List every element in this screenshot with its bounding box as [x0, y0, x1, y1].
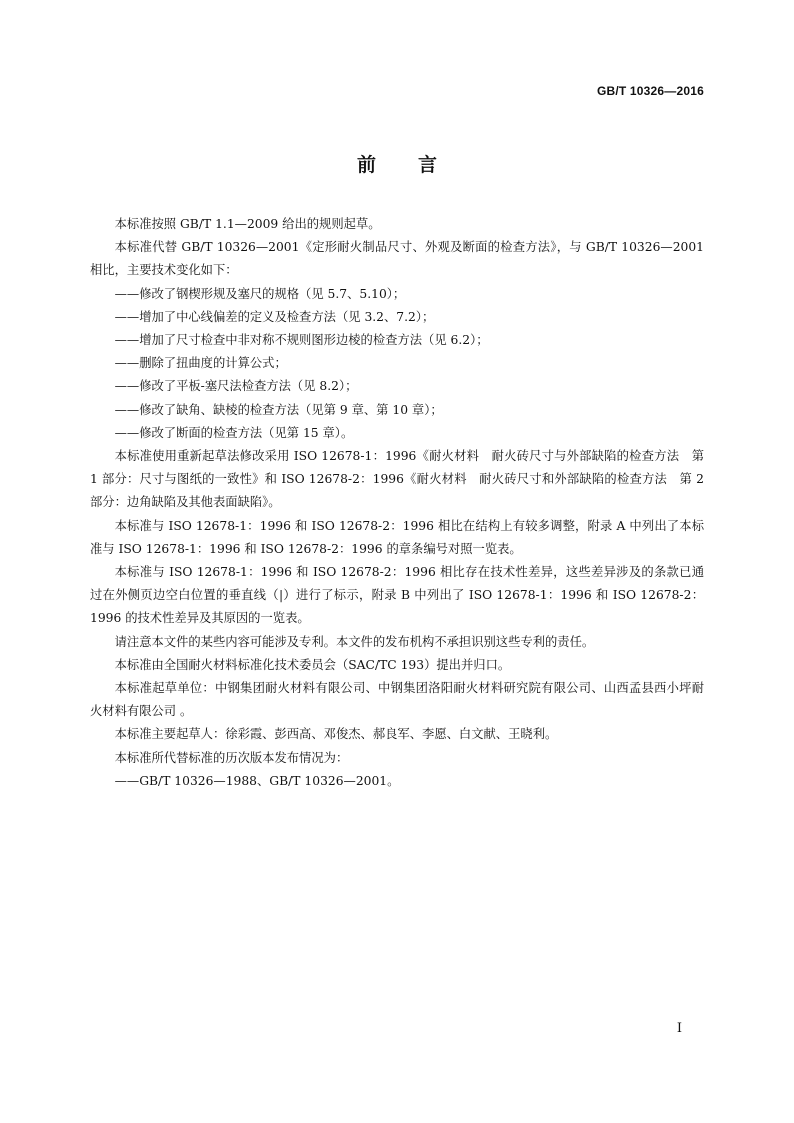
paragraph: 本标准与 ISO 12678-1：1996 和 ISO 12678-2：1996 相比在结构上有较多调整，附录 A 中列出了本标准与 ISO 12678-1：1996 和 ISO 12678-2：1996 的章条编号对照一览表。 [90, 518, 704, 556]
paragraph: 本标准使用重新起草法修改采用 ISO 12678-1：1996《耐火材料 耐火砖尺寸与外部缺陷的检查方法 第 1 部分：尺寸与图纸的一致性》和 ISO 12678-2：1996《耐火材料 耐火砖尺寸和外部缺陷的检查方法 第 2 部分：边角缺陷及其他表面缺陷》。 [90, 449, 704, 510]
list-item: ——修改了平板-塞尺法检查方法（见 8.2）； [114, 379, 358, 394]
list-item: ——修改了断面的检查方法（见第 15 章）。 [114, 425, 354, 440]
paragraph: 本标准与 ISO 12678-1：1996 和 ISO 12678-2：1996 相比存在技术性差异，这些差异涉及的条款已通过在外侧页边空白位置的垂直线（|）进行了标示，附录 B 中列出了 ISO 12678-1：1996 和 ISO 12678-2：1996 的技术性差异及其原因的一览表。 [90, 565, 704, 626]
list-item: ——修改了缺角、缺棱的检查方法（见第 9 章、第 10 章）； [114, 402, 443, 417]
paragraph: 本标准起草单位：中钢集团耐火材料有限公司、中钢集团洛阳耐火材料研究院有限公司、山西孟县西小坪耐火材料有限公司 。 [90, 681, 704, 719]
paragraph: 本标准按照 GB/T 1.1—2009 给出的规则起草。 [114, 217, 381, 231]
paragraph: 本标准由全国耐火材料标准化技术委员会（SAC/TC 193）提出并归口。 [114, 657, 511, 672]
page-number: I [676, 1021, 682, 1036]
list-item: ——增加了中心线偏差的定义及检查方法（见 3.2、7.2）； [114, 309, 435, 324]
list-item: ——GB/T 10326—1988、GB/T 10326—2001。 [114, 773, 400, 788]
title-char-2: 言 [418, 154, 438, 176]
list-item: ——修改了钢楔形规及塞尺的规格（见 5.7、5.10）； [114, 286, 406, 301]
paragraph: 本标准代替 GB/T 10326—2001《定形耐火制品尺寸、外观及断面的检查方法》，与 GB/T 10326—2001 相比，主要技术变化如下： [90, 240, 704, 278]
standard-code: GB/T 10326—2016 [596, 84, 704, 98]
page-title [0, 150, 794, 177]
title-char-1: 前 [356, 154, 376, 176]
list-item: ——增加了尺寸检查中非对称不规则图形边棱的检查方法（见 6.2）； [114, 333, 489, 348]
paragraph: 本标准主要起草人：徐彩霞、彭西高、邓俊杰、郝良军、李愿、白文献、王晓利。 [114, 727, 558, 742]
paragraph: 请注意本文件的某些内容可能涉及专利。本文件的发布机构不承担识别这些专利的责任。 [114, 634, 595, 649]
paragraph: 本标准所代替标准的历次版本发布情况为： [114, 750, 349, 765]
list-item: ——删除了扭曲度的计算公式； [114, 356, 287, 371]
foreword-body [90, 213, 704, 793]
